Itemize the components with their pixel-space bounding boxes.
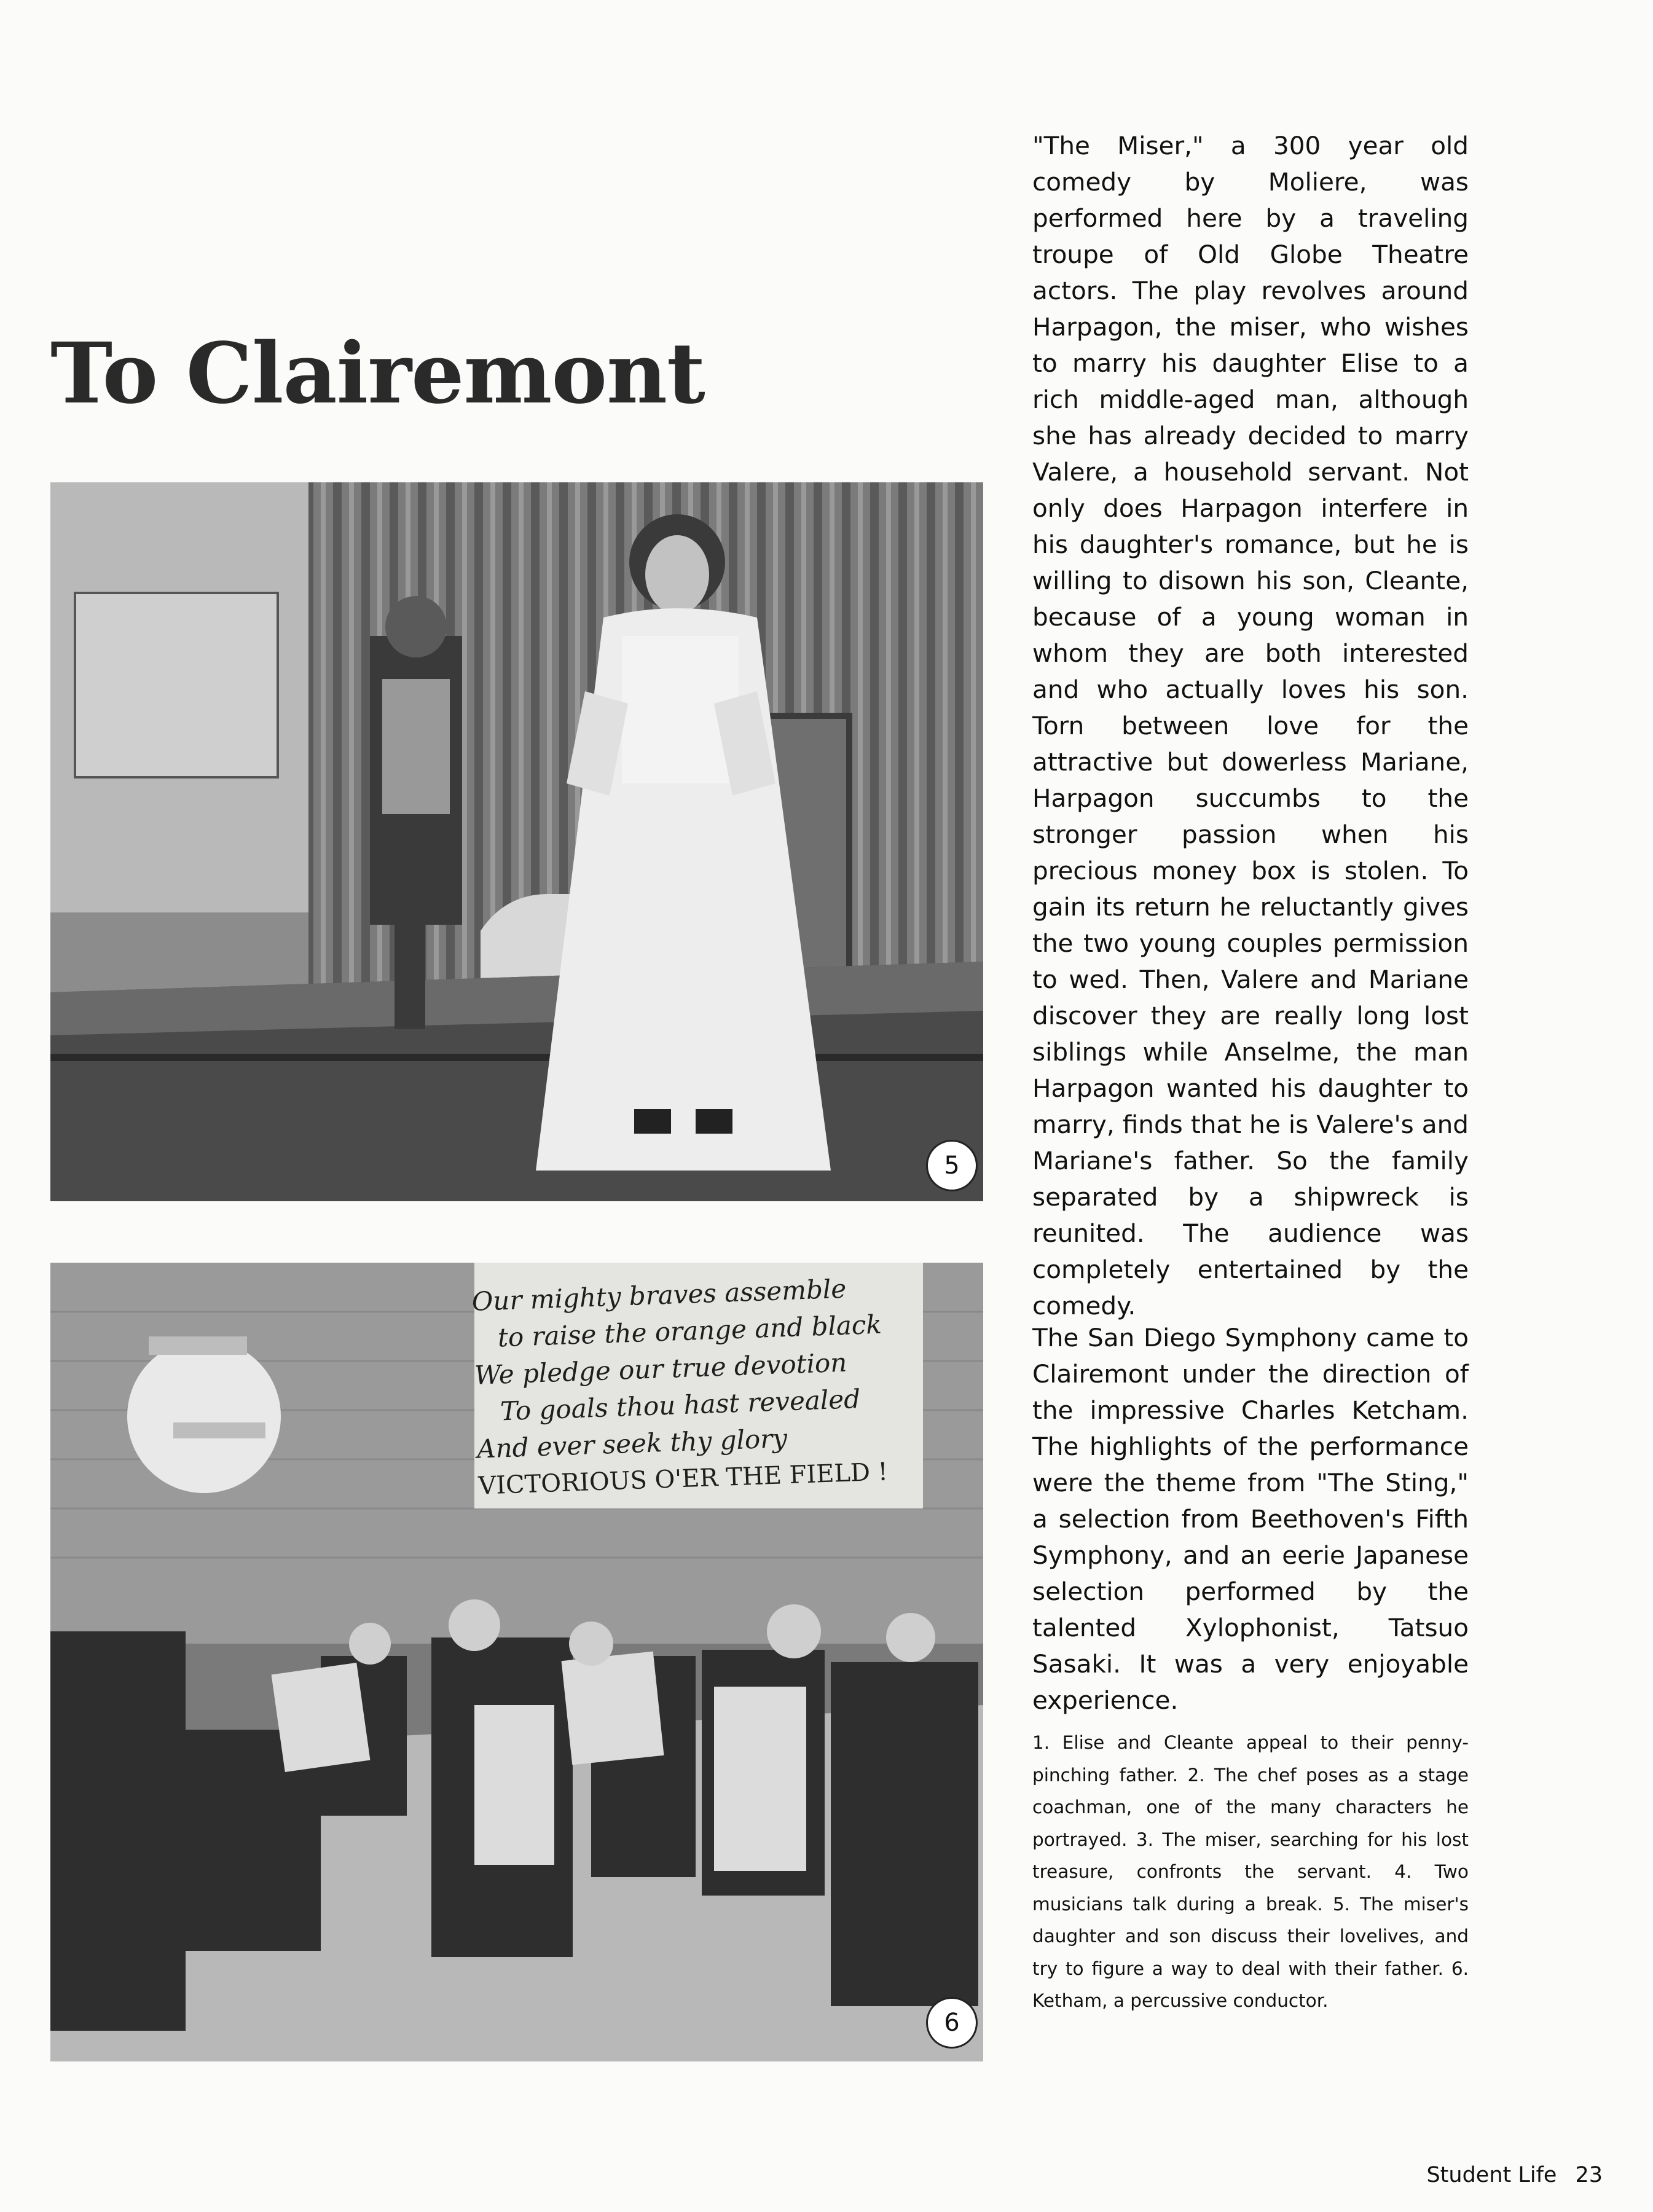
page-footer xyxy=(1426,2163,1603,2187)
banner-line: And ever seek thy glory xyxy=(476,1423,788,1464)
photo-captions: 1. Elise and Cleante appeal to their penny-pinching father. 2. The chef poses as a stage coachman, one of the many characters he portrayed. 3. The miser, searching for his lost treasure, confronts the servant. 4. Two musicians talk during a break. 5. The miser's daughter and son discuss their lovelives, and try to figure a way to deal with their father. 6. Ketham, a percussive conductor. xyxy=(1032,1732,1469,2011)
photo-number-badge: 5 xyxy=(926,1140,978,1191)
article-paragraph-symphony: The San Diego Symphony came to Clairemont under the direction of the impressive Charles Ketcham. The highlights of the performance were the theme from "The Sting," a selection from Beethoven's Fifth Symphony, and an eerie Japanese selection performed by the talented Xylophonist, Tatsuo Sasaki. It was a very enjoyable experience. xyxy=(1032,1323,1469,1715)
banner-line: VICTORIOUS O'ER THE FIELD ! xyxy=(477,1457,889,1500)
page-title: To Clairemont xyxy=(50,324,705,423)
school-song-banner xyxy=(455,1263,911,1516)
photo-stage-play xyxy=(50,482,983,1201)
stage-scene xyxy=(50,482,983,1201)
footer-section-name: Student Life xyxy=(1426,2163,1557,2187)
banner-line: to raise the orange and black xyxy=(497,1309,882,1353)
article-paragraph-miser: "The Miser," a 300 year old comedy by Moliere, was performed here by a traveling troupe of Old Globe Theatre actors. The play revolves around Harpagon, the miser, who wishes to marry his daughter Elise to a rich middle-aged man, although she has already decided to marry Valere, a household servant. Not only does Harpagon interfere in his daughter's romance, but he is willing to disown his son, Cleante, because of a young woman in whom they are both interested and who actually loves his son. Torn between love for the attractive but dowerless Mariane, Harpagon succumbs to the stronger passion when his precious money box is stolen. To gain its return he reluctantly gives the two young couples permission to wed. Then, Valere and Mariane discover they are really long lost siblings while Anselme, the man Harpagon wanted his daughter to marry, finds that he is Valere's and Mariane's father. So the family separated by a shipwreck is reunited. The audience was completely entertained by the comedy. xyxy=(1032,131,1469,1320)
page-number: 23 xyxy=(1575,2163,1603,2187)
banner-line: We pledge our true devotion xyxy=(474,1347,848,1390)
banner-line: Our mighty braves assemble xyxy=(471,1273,847,1317)
photo-symphony xyxy=(50,1263,983,2061)
banner-line: To goals thou hast revealed xyxy=(500,1383,861,1427)
photo-number-badge: 6 xyxy=(926,1997,978,2049)
